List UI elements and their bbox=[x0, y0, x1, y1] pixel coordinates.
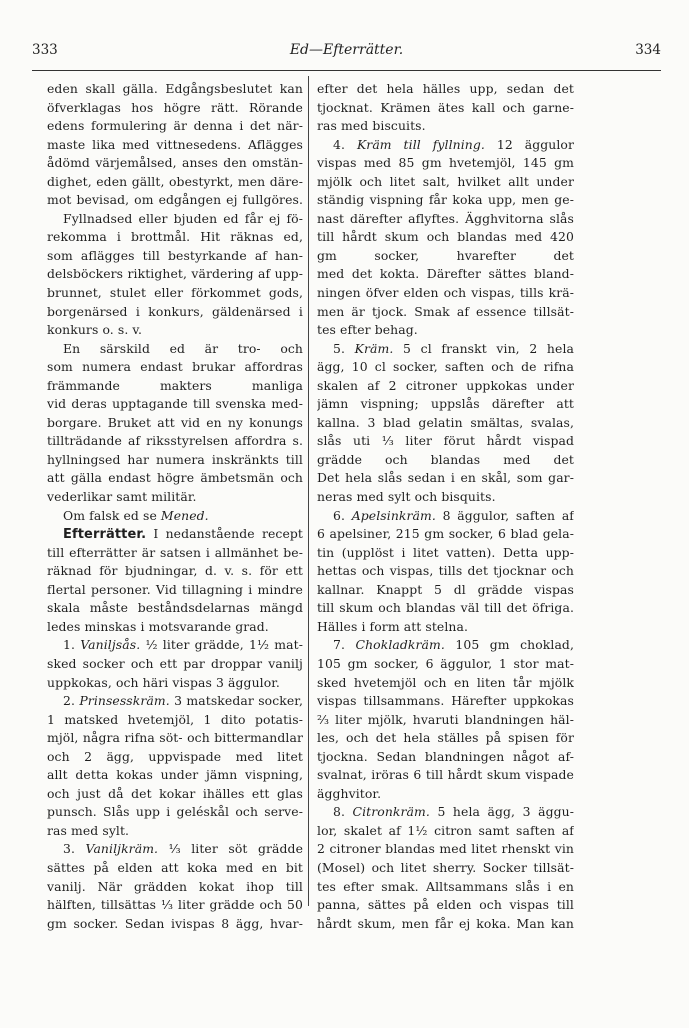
text-line bbox=[47, 636, 303, 655]
line-text: jämn vispning; uppslås därefter att bbox=[317, 396, 574, 412]
text-line bbox=[317, 451, 574, 470]
line-text: 2 citroner blandas med litet rhenskt vin bbox=[317, 841, 574, 857]
line-text: och just då det kokar ihälles ett glas bbox=[47, 785, 303, 801]
line-text: konkurs o. s. v. bbox=[47, 322, 143, 338]
text-line bbox=[317, 414, 574, 433]
text-line bbox=[47, 766, 303, 785]
text-line bbox=[317, 840, 574, 859]
text-line bbox=[317, 469, 574, 488]
text-line bbox=[47, 599, 303, 618]
text-line bbox=[317, 284, 574, 303]
recipe-title: Vaniljkräm. bbox=[85, 841, 159, 857]
line-text: mot bevisad, om edgången ej fullgöres. bbox=[47, 192, 303, 208]
line-text: 5 cl franskt vin, 2 hela bbox=[393, 340, 574, 356]
line-text: ledes minskas i motsvarande grad. bbox=[47, 618, 269, 634]
line-text: neras med sylt och bisquits. bbox=[317, 489, 496, 505]
line-text: 105 gm choklad, bbox=[444, 637, 574, 653]
text-line bbox=[317, 210, 574, 229]
recipe-title: Vaniljsås. bbox=[80, 637, 141, 653]
line-text: ras med sylt. bbox=[47, 822, 130, 838]
line-text: sked hvetemjöl och en liten tår mjölk bbox=[317, 674, 574, 690]
text-line bbox=[47, 80, 303, 99]
line-text: nast därefter aflyftes. Ägghvitorna slås bbox=[317, 210, 574, 226]
line-text: gm socker, hvarefter det bbox=[317, 247, 574, 263]
line-text: tjocknat. Krämen ätes kall och garne- bbox=[317, 99, 574, 115]
text-line bbox=[47, 915, 303, 934]
text-line bbox=[317, 896, 574, 915]
line-text: som numera endast brukar affordras bbox=[47, 359, 303, 375]
text-line bbox=[317, 358, 574, 377]
text-line bbox=[317, 822, 574, 841]
line-text: skalen af 2 citroner uppkokas under bbox=[317, 377, 574, 393]
text-line bbox=[47, 173, 303, 192]
line-text: vanilj. När grädden kokat ihop till bbox=[47, 878, 303, 894]
text-line bbox=[317, 803, 574, 822]
text-line bbox=[317, 247, 574, 266]
text-line bbox=[47, 878, 303, 897]
line-text: maste lika med vittnesedens. Aflägges bbox=[47, 136, 303, 152]
line-text: I nedanstående recept bbox=[146, 526, 303, 542]
line-text: vispas tillsammans. Härefter uppkokas bbox=[317, 693, 574, 709]
recipe-title: Prinsesskräm. bbox=[79, 693, 170, 709]
line-text: flertal personer. Vid tillagning i mindre bbox=[47, 581, 303, 597]
text-line bbox=[317, 228, 574, 247]
text-line bbox=[47, 748, 303, 767]
text-line bbox=[47, 432, 303, 451]
line-text: Det hela slås sedan i en skål, som gar- bbox=[317, 470, 574, 486]
line-text: tjockna. Sedan blandningen något af- bbox=[317, 748, 574, 764]
recipe-number: 5. bbox=[333, 340, 355, 356]
line-text: hyllningsed har numera inskränkts till bbox=[47, 451, 303, 467]
line-text: panna, sättes på elden och vispas till bbox=[317, 897, 574, 913]
line-text: Fyllnadsed eller bjuden ed får ej fö- bbox=[63, 210, 303, 226]
text-line bbox=[317, 432, 574, 451]
line-text: ständig vispning får koka upp, men ge- bbox=[317, 192, 574, 208]
text-line bbox=[317, 340, 574, 359]
line-text: som aflägges till bestyrkande af han- bbox=[47, 247, 303, 263]
line-text: delsböckers riktighet, värdering af upp- bbox=[47, 266, 303, 282]
line-text: vederlikar samt militär. bbox=[47, 489, 197, 505]
text-line bbox=[47, 265, 303, 284]
text-line bbox=[47, 247, 303, 266]
running-header bbox=[32, 42, 661, 66]
text-line bbox=[47, 655, 303, 674]
text-line bbox=[317, 711, 574, 730]
recipe-number: 6. bbox=[333, 507, 352, 523]
text-line bbox=[47, 414, 303, 433]
line-text: brunnet, stulet eller förkommet gods, bbox=[47, 285, 303, 301]
line-text: och 2 ägg, uppvispade med litet bbox=[47, 748, 303, 764]
text-line bbox=[47, 321, 303, 340]
line-text: 5 hela ägg, 3 äggu- bbox=[429, 804, 574, 820]
line-text: ⅔ liter mjölk, hvaruti blandningen häl- bbox=[317, 711, 574, 727]
line-text: till hårdt skum och blandas med 420 bbox=[317, 229, 574, 245]
text-line bbox=[47, 191, 303, 210]
line-text: svalnat, iröras 6 till hårdt skum vispade bbox=[317, 767, 574, 783]
line-text: Om falsk ed se bbox=[63, 507, 161, 523]
text-line bbox=[317, 859, 574, 878]
recipe-title: Apelsinkräm. bbox=[351, 507, 436, 523]
text-line bbox=[47, 525, 303, 544]
recipe-number: 2. bbox=[63, 693, 80, 709]
line-text: ägghvitor. bbox=[317, 785, 382, 801]
line-text: Hälles i form att stelna. bbox=[317, 618, 469, 634]
line-text: dighet, eden gällt, obestyrkt, men däre- bbox=[47, 173, 303, 189]
line-text: till efterrätter är satsen i allmänhet be- bbox=[47, 544, 303, 560]
text-line bbox=[317, 878, 574, 897]
text-line bbox=[317, 655, 574, 674]
line-text: kallna. 3 blad gelatin smältas, svalas, bbox=[317, 414, 574, 430]
line-text: 105 gm socker, 6 äggulor, 1 stor mat- bbox=[317, 655, 574, 671]
text-line bbox=[317, 154, 574, 173]
recipe-number: 3. bbox=[63, 841, 86, 857]
line-text: att gälla endast högre ämbetsmän och bbox=[47, 470, 303, 486]
text-line bbox=[317, 636, 574, 655]
text-line bbox=[317, 117, 574, 136]
recipe-number: 4. bbox=[333, 136, 357, 152]
line-text: grädde och blandas med det bbox=[317, 451, 574, 467]
text-line bbox=[47, 859, 303, 878]
recipe-title: Kräm. bbox=[354, 340, 394, 356]
text-line bbox=[317, 321, 574, 340]
text-line bbox=[47, 562, 303, 581]
running-title: Ed—Efterrätter. bbox=[289, 42, 404, 58]
recipe-title: Chokladkräm. bbox=[355, 637, 445, 653]
recipe-number: 1. bbox=[63, 637, 81, 653]
line-text: hettas och vispas, tills det tjocknar och bbox=[317, 563, 574, 579]
line-text: tin (upplöst i litet vatten). Detta upp- bbox=[317, 544, 574, 560]
text-line bbox=[47, 896, 303, 915]
text-line bbox=[317, 80, 574, 99]
text-line bbox=[47, 711, 303, 730]
line-text: tillträdande af riksstyrelsen affordra s. bbox=[47, 433, 303, 449]
section-heading: Efterrätter. bbox=[63, 527, 147, 543]
text-line bbox=[47, 581, 303, 600]
text-line bbox=[47, 840, 303, 859]
line-text: En särskild ed är tro- och bbox=[63, 340, 303, 356]
text-line bbox=[317, 581, 574, 600]
text-line bbox=[317, 729, 574, 748]
line-text: skala måste beståndsdelarnas mängd bbox=[47, 600, 303, 616]
text-line bbox=[47, 507, 303, 526]
line-text: ägg, 10 cl socker, saften och de rifna bbox=[317, 359, 574, 375]
text-line bbox=[47, 785, 303, 804]
text-line bbox=[47, 692, 303, 711]
text-line bbox=[47, 154, 303, 173]
line-text: främmande makters manliga bbox=[47, 377, 303, 393]
text-line bbox=[47, 729, 303, 748]
line-text: sättes på elden att koka med en bit bbox=[47, 859, 303, 875]
text-line bbox=[317, 377, 574, 396]
text-line bbox=[47, 228, 303, 247]
page-number-right: 334 bbox=[635, 42, 661, 58]
line-text: tes efter smak. Alltsammans slås i en bbox=[317, 878, 574, 894]
text-line bbox=[317, 748, 574, 767]
text-line bbox=[47, 395, 303, 414]
line-text: 12 äggulor bbox=[484, 136, 574, 152]
text-line bbox=[317, 766, 574, 785]
text-line bbox=[317, 785, 574, 804]
text-line bbox=[47, 822, 303, 841]
line-text: borgare. Bruket att vid en ny konungs bbox=[47, 414, 303, 430]
recipe-number: 8. bbox=[333, 804, 353, 820]
text-line bbox=[47, 488, 303, 507]
line-text: ⅓ liter söt grädde bbox=[158, 841, 303, 857]
line-text: borgenärsed i konkurs, gäldenärsed i bbox=[47, 303, 303, 319]
text-line bbox=[47, 99, 303, 118]
line-text: 8 äggulor, saften af bbox=[435, 507, 574, 523]
cross-reference: Mened. bbox=[160, 507, 209, 523]
text-line bbox=[317, 915, 574, 934]
text-line bbox=[47, 469, 303, 488]
header-rule bbox=[32, 70, 661, 71]
line-text: med det kokta. Därefter sättes bland- bbox=[317, 266, 574, 282]
text-line bbox=[47, 803, 303, 822]
page-number-left: 333 bbox=[32, 42, 58, 58]
text-line bbox=[47, 674, 303, 693]
text-line bbox=[317, 303, 574, 322]
text-line bbox=[317, 525, 574, 544]
recipe-title: Kräm till fyllning. bbox=[356, 136, 485, 152]
text-line bbox=[47, 358, 303, 377]
text-line bbox=[317, 544, 574, 563]
line-text: 3 matskedar socker, bbox=[169, 693, 303, 709]
text-line bbox=[317, 173, 574, 192]
line-text: efter det hela hälles upp, sedan det bbox=[317, 81, 574, 96]
text-line bbox=[47, 618, 303, 637]
line-text: allt detta kokas under jämn vispning, bbox=[47, 767, 303, 783]
line-text: vid deras upptagande till svenska med- bbox=[47, 396, 303, 412]
text-line bbox=[317, 674, 574, 693]
line-text: tes efter behag. bbox=[317, 322, 418, 338]
text-line bbox=[317, 99, 574, 118]
line-text: ras med biscuits. bbox=[317, 118, 426, 134]
text-line bbox=[317, 136, 574, 155]
text-line bbox=[317, 692, 574, 711]
recipe-number: 7. bbox=[333, 637, 356, 653]
text-line bbox=[47, 340, 303, 359]
text-line bbox=[317, 507, 574, 526]
line-text: till skum och blandas väl till det öfriga. bbox=[317, 600, 574, 616]
line-text: slås uti ⅓ liter förut hårdt vispad bbox=[317, 433, 574, 449]
line-text: (Mosel) och litet sherry. Socker tillsät- bbox=[317, 859, 574, 875]
line-text: räknad för bjudningar, d. v. s. för ett bbox=[47, 563, 303, 579]
text-line bbox=[317, 395, 574, 414]
line-text: 6 apelsiner, 215 gm socker, 6 blad gela- bbox=[317, 526, 574, 542]
line-text: les, och det hela ställes på spisen för bbox=[317, 730, 574, 746]
text-line bbox=[317, 191, 574, 210]
line-text: uppkokas, och häri vispas 3 äggulor. bbox=[47, 674, 280, 690]
text-line bbox=[47, 284, 303, 303]
recipe-title: Citronkräm. bbox=[352, 804, 430, 820]
line-text: kallnar. Knappt 5 dl grädde vispas bbox=[317, 581, 574, 597]
line-text: lor, skalet af 1½ citron samt saften af bbox=[317, 822, 574, 838]
line-text: ½ liter grädde, 1½ mat- bbox=[140, 637, 303, 653]
line-text: 1 matsked hvetemjöl, 1 dito potatis- bbox=[47, 711, 303, 727]
text-line bbox=[47, 451, 303, 470]
line-text: hårdt skum, men får ej koka. Man kan bbox=[317, 915, 574, 931]
line-text: ådömd värjemålsed, anses den omstän- bbox=[47, 155, 303, 171]
line-text: ningen öfver elden och vispas, tills krä- bbox=[317, 285, 574, 301]
text-line bbox=[317, 562, 574, 581]
line-text: mjöl, några rifna söt- och bittermandlar bbox=[47, 730, 303, 746]
text-line bbox=[47, 210, 303, 229]
line-text: sked socker och ett par droppar vanilj bbox=[47, 655, 303, 671]
text-line bbox=[47, 117, 303, 136]
text-line bbox=[47, 303, 303, 322]
line-text: rekomma i brottmål. Hit räknas ed, bbox=[47, 229, 303, 245]
text-line bbox=[47, 136, 303, 155]
line-text: men är tjock. Smak af essence tillsät- bbox=[317, 303, 574, 319]
line-text: punsch. Slås upp i geléskål och serve- bbox=[47, 804, 303, 820]
column-divider bbox=[308, 76, 309, 906]
line-text: gm socker. Sedan ivispas 8 ägg, hvar- bbox=[47, 915, 303, 931]
line-text: edens formulering är denna i det när- bbox=[47, 118, 303, 134]
text-line bbox=[47, 377, 303, 396]
right-column bbox=[317, 80, 574, 933]
line-text: mjölk och litet salt, hvilket allt under bbox=[317, 173, 574, 189]
line-text: vispas med 85 gm hvetemjöl, 145 gm bbox=[317, 155, 574, 171]
text-line bbox=[47, 544, 303, 563]
line-text: öfverklagas hos högre rätt. Rörande bbox=[47, 99, 303, 115]
text-line bbox=[317, 265, 574, 284]
line-text: hälften, tillsättas ⅓ liter grädde och 50 bbox=[47, 897, 303, 913]
text-line bbox=[317, 488, 574, 507]
left-column bbox=[47, 80, 303, 933]
text-line bbox=[317, 618, 574, 637]
text-line bbox=[317, 599, 574, 618]
line-text: eden skall gälla. Edgångsbeslutet kan bbox=[47, 81, 303, 96]
